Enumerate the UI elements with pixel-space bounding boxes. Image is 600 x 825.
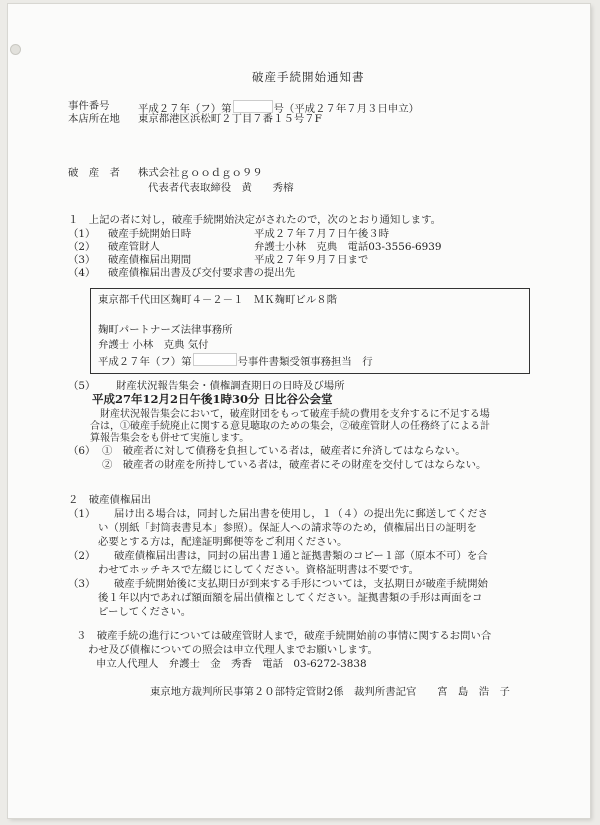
redaction [193,353,237,366]
section2-heading: ２ 破産債権届出 [68,494,152,506]
note-line-2: 合は，①破産手続廃止に関する意見聴取のための集会，②破産管財人の任務終了による計 [90,421,490,432]
sec2-p3-line-3: ピーしてください。 [98,606,192,618]
sec2-p3-line-1: 破産手続開始後に支払期日が到来する手形については，支払期日が破産手続開始 [114,578,488,590]
item3-num: （3） [68,254,96,266]
item2-value: 弁護士小林 克典 電話03-3556-6939 [254,241,442,253]
sec2-p1-num: （1） [68,508,96,520]
debtor-representative: 代表者代表取締役 黄 秀榕 [148,182,294,194]
section3-line-2: わせ及び債権についての照会は申立代理人までお願いします。 [88,644,378,656]
section3-line-1: ３ 破産手続の進行については破産管財人まで，破産手続開始前の事情に関するお問い合 [76,630,492,642]
court-clerk-footer: 東京地方裁判所民事第２０部特定管財2係 裁判所書記官 宮 島 浩 子 [150,686,510,698]
sec2-p2-line-2: わせてホッチキスで左綴じにしてください。資格証明書は不要です。 [98,564,420,576]
case-number-prefix: 平成２７年（フ）第 [138,103,232,115]
punch-hole [10,44,21,55]
sec2-p1-line-1: 届け出る場合は，同封した届出書を使用し，１（４）の提出先に郵送してくださ [114,508,489,520]
item4-label: 破産債権届出書及び交付要求書の提出先 [108,267,296,279]
item6-line-1: ① 破産者に対して債務を負担している者は，破産者に弁済してはならない。 [102,445,466,457]
item2-label: 破産管財人 [108,241,160,253]
item6-num: （6） [68,445,96,457]
sec2-p2-line-1: 破産債権届出書は，同封の届出書１通と証拠書類のコピー１部（原本不可）を合 [114,550,488,562]
document-title: 破産手続開始通知書 [252,70,365,84]
section1-intro: １ 上記の者に対し，破産手続開始決定がされたので，次のとおり通知します。 [68,214,442,226]
address-value: 東京都港区浜松町２丁目７番１５号７F [138,113,322,125]
item6-line-2: ② 破産者の財産を所持している者は，破産者にその財産を交付してはならない。 [102,459,487,471]
sec2-p1-line-2: い（別紙「封筒表書見本」参照）。保証人への請求等のため，債権届出日の証明を [98,522,477,534]
box-person: 弁護士 小林 克典 気付 [98,339,209,351]
sec2-p3-num: （3） [68,578,96,590]
sec2-p3-line-2: 後１年以内であれば額面額を届出債権としてください。証拠書類の手形は両面をコ [98,592,483,604]
item4-num: （4） [68,267,96,279]
address-label: 本店所在地 [68,113,120,125]
box-firm: 麹町パートナーズ法律事務所 [98,324,233,336]
item3-value: 平成２７年９月７日まで [254,254,369,266]
box-case-prefix: 平成２７年（フ）第 [98,356,192,368]
note-line-3: 算報告集会をも併せて実施します。 [90,433,250,444]
note-line-1: 財産状況報告集会において，破産財団をもって破産手続の費用を支弁するに不足する場 [100,409,490,420]
debtor-name: 株式会社ｇｏｏｄｇｏ９９ [138,167,263,179]
item5-num: （5） [68,380,96,392]
item5-value: 平成27年12月2日午後1時30分 日比谷公会堂 [92,392,333,406]
item3-label: 破産債権届出期間 [108,254,192,266]
debtor-label: 破 産 者 [68,167,120,179]
applicant-agent: 申立人代理人 弁護士 金 秀香 電話 03-6272-3838 [96,658,367,670]
item1-num: （1） [68,228,96,240]
box-address: 東京都千代田区麹町４－２－１ ＭＫ麹町ビル８階 [98,294,337,306]
box-case-suffix: 号事件書類受領事務担当 行 [237,356,373,368]
box-case [98,353,373,369]
case-number-suffix: 号（平成２７年７月３日申立） [273,103,419,115]
item5-label: 財産状況報告集会・債権調査期日の日時及び場所 [116,380,345,392]
sec2-p2-num: （2） [68,550,96,562]
item1-value: 平成２７年７月７日午後３時 [254,228,390,240]
case-number-label: 事件番号 [68,100,110,112]
redaction [233,100,273,113]
item2-num: （2） [68,241,96,253]
sec2-p1-line-3: 必要とする方は，配達証明郵便等をご利用ください。 [98,536,348,548]
item1-label: 破産手続開始日時 [108,228,192,240]
document-page [8,4,590,818]
